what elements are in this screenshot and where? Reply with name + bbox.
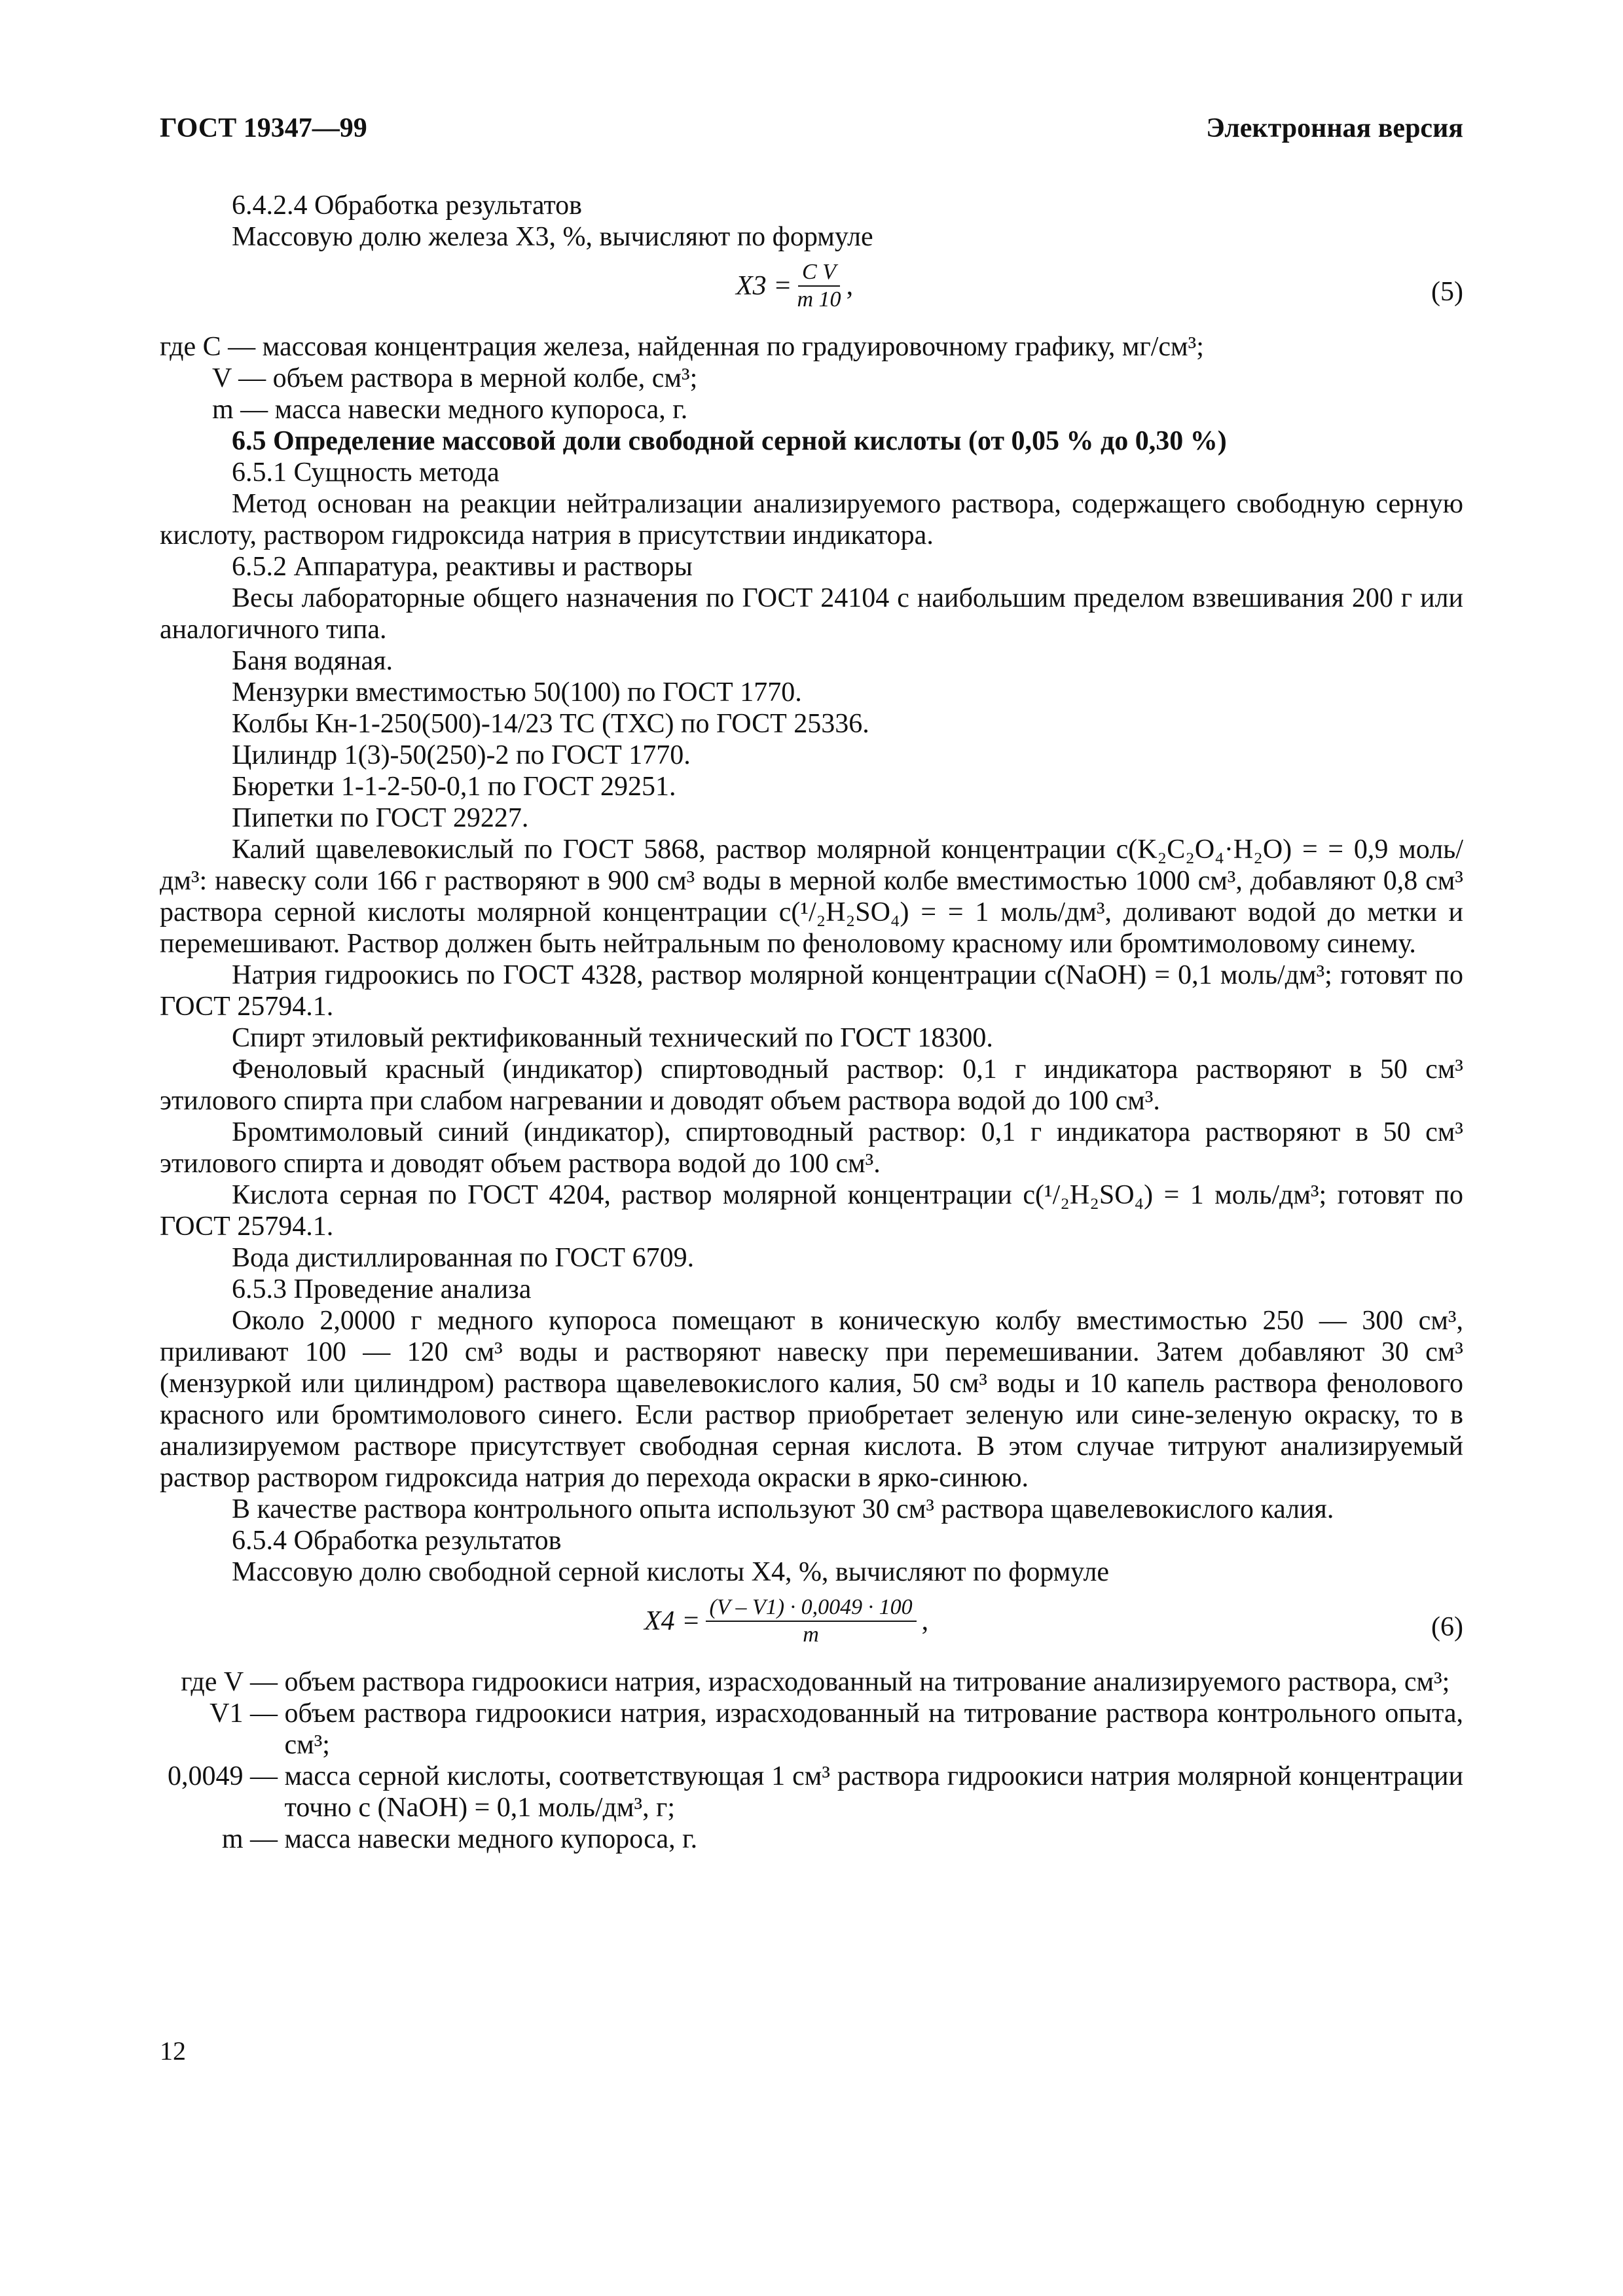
formula-5-numerator: C V bbox=[798, 259, 840, 287]
reagent-item: Спирт этиловый ректификованный технический по ГОСТ 18300. bbox=[232, 1023, 993, 1053]
reagent-item: Кислота серная по ГОСТ 4204, раствор молярной концентрации c(¹/₂H₂SO₄) = 1 моль/дм³; готовят по ГОСТ 25794.1. bbox=[160, 1180, 1463, 1242]
reagent-item: Бромтимоловый синий (индикатор), спиртоводный раствор: 0,1 г индикатора растворяют в 50 см³ этилового спирта и доводят объем раствора водой до 100 см³. bbox=[160, 1117, 1463, 1179]
section-6-5-2-title: 6.5.2 Аппаратура, реактивы и растворы bbox=[232, 552, 693, 582]
formula-6-numerator: (V – V1) · 0,0049 · 100 bbox=[706, 1594, 917, 1622]
reagent-item: Мензурки вместимостью 50(100) по ГОСТ 1770. bbox=[232, 677, 802, 708]
formula-5-lhs: X3 = bbox=[736, 271, 792, 301]
formula-5-fraction bbox=[797, 259, 841, 313]
formula-5-denominator: m 10 bbox=[797, 287, 841, 312]
page-body bbox=[160, 190, 1463, 1855]
formula-6-lhs: X4 = bbox=[644, 1606, 701, 1636]
reagent-item: Баня водяная. bbox=[232, 646, 393, 676]
control-experiment: В качестве раствора контрольного опыта используют 30 см³ раствора щавелевокислого калия. bbox=[232, 1494, 1334, 1524]
reagent-item: Бюретки 1-1-2-50-0,1 по ГОСТ 29251. bbox=[232, 772, 676, 802]
formula-6: X4 = $\frac{(V - V1) \cdot 0,0049 \cdot 100}{m}$ , (6) bbox=[644, 1595, 1463, 1647]
document-code: ГОСТ 19347—99 bbox=[160, 113, 367, 143]
reagent-item: Феноловый красный (индикатор) спиртоводный раствор: 0,1 г индикатора растворяют в 50 см³ этилового спирта при слабом нагревании и доводят объем раствора водой до 100 см³. bbox=[160, 1054, 1463, 1116]
formula-6-fraction bbox=[706, 1594, 917, 1648]
formula-5-definitions bbox=[160, 331, 1463, 425]
formula-5-number: (5) bbox=[1431, 277, 1463, 307]
section-6-5-1-title: 6.5.1 Сущность метода bbox=[232, 457, 500, 488]
analysis-procedure: Около 2,0000 г медного купороса помещают в коническую колбу вместимостью 250 — 300 см³, приливают 100 — 120 см³ воды и растворяют навеску при перемешивании. Затем добавляют 30 см³ (мензуркой или цилиндром) раствора щавелевокислого калия, 50 см³ воды и 10 капель раствора фенолового красного или бромтимолового синего. Если раствор приобретает зеленую или сине-зеленую окраску, то в анализируемом растворе присутствует свободная серная кислота. В этом случае титруют анализируемый раствор раствором гидроксида натрия до перехода окраски в ярко-синюю. bbox=[160, 1306, 1463, 1493]
section-6-5-3-title: 6.5.3 Проведение анализа bbox=[232, 1274, 532, 1304]
reagent-item: Пипетки по ГОСТ 29227. bbox=[232, 803, 529, 833]
definition-row: где C — массовая концентрация железа, найденная по градуировочному графику, мг/см³; bbox=[160, 332, 1204, 362]
definition-row: 0,0049 — масса серной кислоты, соответствующая 1 см³ раствора гидроокиси натрия молярной концентрации точно c (NaOH) = 0,1 моль/дм³, г; bbox=[168, 1761, 1463, 1823]
reagent-item: Цилиндр 1(3)-50(250)-2 по ГОСТ 1770. bbox=[232, 740, 691, 770]
section-6-4-2-4-title: 6.4.2.4 Обработка результатов bbox=[232, 190, 583, 221]
edition-label: Электронная версия bbox=[1206, 113, 1463, 143]
formula-6-definitions bbox=[160, 1666, 1463, 1855]
reagent-item: Весы лабораторные общего назначения по ГОСТ 24104 с наибольшим пределом взвешивания 200 г или аналогичного типа. bbox=[160, 583, 1463, 645]
formula-6-denominator: m bbox=[803, 1623, 819, 1647]
definition-row: V — объем раствора в мерной колбе, см³; bbox=[212, 363, 698, 393]
method-description: Метод основан на реакции нейтрализации анализируемого раствора, содержащего свободную серную кислоту, раствором гидроксида натрия в присутствии индикатора. bbox=[160, 489, 1463, 550]
formula-6-number: (6) bbox=[1431, 1612, 1463, 1642]
formula-6-intro: Массовую долю свободной серной кислоты X4, %, вычисляют по формуле bbox=[232, 1557, 1110, 1587]
definition-row: V1 — объем раствора гидроокиси натрия, израсходованный на титрование раствора контрольного опыта, см³; bbox=[210, 1698, 1463, 1760]
formula-5: X3 = $\frac{\text{C V}}{m 10}$ , (5) bbox=[736, 260, 1463, 312]
reagent-item: Калий щавелевокислый по ГОСТ 5868, раствор молярной концентрации c(K₂C₂O₄·H₂O) = = 0,9 моль/дм³: навеску соли 166 г растворяют в 900 см³ воды в мерной колбе вместимостью 1000 см³, добавляют 0,8 см³ раствора серной кислоты молярной концентрации c(¹/₂H₂SO₄) = = 1 моль/дм³, доливают водой до метки и перемешивают. Раствор должен быть нейтральным по феноловому красному или бромтимоловому синему. bbox=[160, 834, 1463, 959]
reagent-item: Колбы Кн-1-250(500)-14/23 ТС (ТХС) по ГОСТ 25336. bbox=[232, 709, 869, 739]
page-number: 12 bbox=[160, 2036, 186, 2066]
definition-row: m — масса навески медного купороса, г. bbox=[212, 395, 688, 425]
reagent-item: Вода дистиллированная по ГОСТ 6709. bbox=[232, 1243, 695, 1273]
reagent-item: Натрия гидроокись по ГОСТ 4328, раствор молярной концентрации c(NaOH) = 0,1 моль/дм³; готовят по ГОСТ 25794.1. bbox=[160, 960, 1463, 1022]
definition-row: m — масса навески медного купороса, г. bbox=[221, 1824, 698, 1854]
definition-row: где V — объем раствора гидроокиси натрия, израсходованный на титрование анализируемого раствора, см³; bbox=[181, 1667, 1450, 1697]
formula-5-intro: Массовую долю железа X3, %, вычисляют по формуле bbox=[232, 222, 873, 252]
section-6-5-title: 6.5 Определение массовой доли свободной серной кислоты (от 0,05 % до 0,30 %) bbox=[232, 426, 1227, 456]
section-6-5-4-title: 6.5.4 Обработка результатов bbox=[232, 1526, 562, 1556]
